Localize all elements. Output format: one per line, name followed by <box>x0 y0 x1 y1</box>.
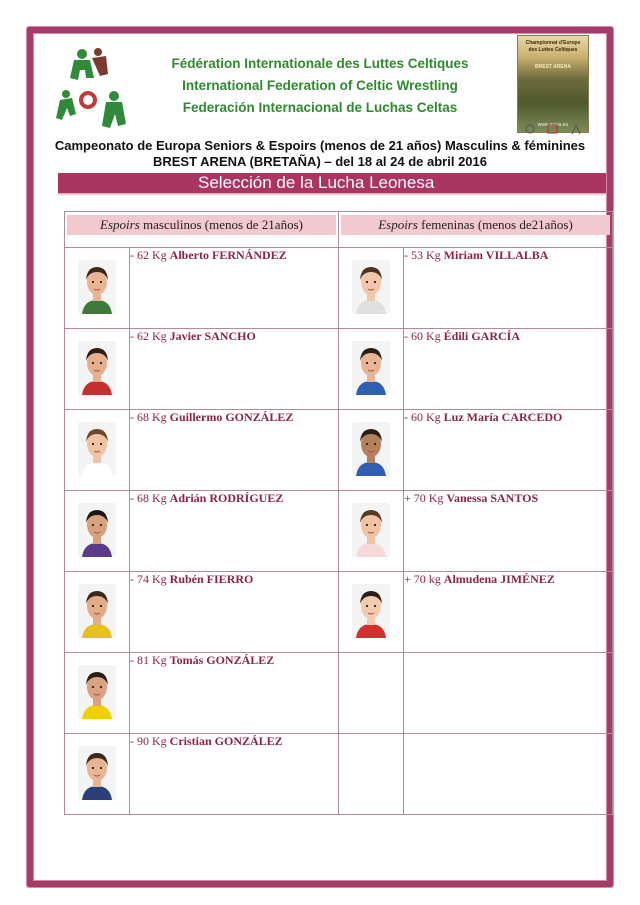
athlete-photo-cell <box>339 329 404 410</box>
athlete-photo-cell <box>65 329 130 410</box>
table-row <box>65 653 613 734</box>
athlete-entry <box>130 734 339 815</box>
athlete-photo <box>78 503 116 557</box>
weight-category: - 74 Kg <box>130 572 170 586</box>
selection-banner <box>58 173 606 193</box>
men-column-header <box>67 215 336 235</box>
athlete-entry <box>404 248 613 329</box>
athlete-photo <box>78 665 116 719</box>
athlete-photo <box>352 422 390 476</box>
athlete-entry <box>130 491 339 572</box>
athlete-name: Miriam VILLALBA <box>443 248 549 262</box>
athlete-entry <box>404 410 613 491</box>
empty-photo-cell <box>339 734 404 815</box>
athlete-entry <box>130 410 339 491</box>
athlete-photo <box>78 341 116 395</box>
athlete-name: Luz María CARCEDO <box>443 410 563 424</box>
empty-photo-cell <box>339 653 404 734</box>
athlete-photo-cell <box>339 248 404 329</box>
poster-website: www.ecwa.eu <box>537 122 569 128</box>
athlete-photo-cell <box>65 653 130 734</box>
federation-logo <box>52 44 136 136</box>
weight-category: - 53 Kg <box>404 248 444 262</box>
athlete-photo-cell <box>339 491 404 572</box>
athlete-photo-cell <box>339 410 404 491</box>
athlete-entry <box>404 329 613 410</box>
athlete-photo <box>78 746 116 800</box>
athlete-name: Vanessa SANTOS <box>446 491 539 505</box>
athlete-name: Cristian GONZÁLEZ <box>169 734 283 748</box>
athlete-name: Tomás GONZÁLEZ <box>169 653 275 667</box>
athlete-photo <box>78 260 116 314</box>
banner-text: Selección de la Lucha Leonesa <box>198 173 435 192</box>
weight-category: - 81 Kg <box>130 653 170 667</box>
athlete-photo <box>78 584 116 638</box>
event-title: Campeonato de Europa Seniors & Espoirs (menos de 21 años) Masculins & féminines <box>54 138 586 153</box>
federation-name-fr: Fédération Internationale des Luttes Celtiques <box>171 56 469 71</box>
poster-subtitle: des Luttes Celtiques <box>528 47 578 53</box>
athlete-entry <box>404 572 613 653</box>
banner-shadow <box>58 193 606 196</box>
weight-category: + 70 Kg <box>404 491 447 505</box>
federation-name-es: Federación Internacional de Luchas Celtas <box>182 100 458 115</box>
table-row <box>65 572 613 653</box>
table-row <box>65 248 613 329</box>
men-header-text: masculinos (menos de 21años) <box>139 217 303 232</box>
weight-category: - 90 Kg <box>130 734 170 748</box>
women-header-cell <box>339 212 613 248</box>
athlete-photo-cell <box>65 491 130 572</box>
weight-category: - 60 Kg <box>404 410 444 424</box>
empty-name-cell <box>404 653 613 734</box>
weight-category: - 68 Kg <box>130 410 170 424</box>
federation-name-en: International Federation of Celtic Wrestling <box>182 78 458 93</box>
event-venue: BREST ARENA (BRETAÑA) – del 18 al 24 de abril 2016 <box>152 154 487 169</box>
poster-place: BREST ARENA <box>535 64 571 70</box>
athlete-entry <box>404 491 613 572</box>
women-header-text: femeninas (menos de21años) <box>417 217 573 232</box>
athlete-name: Alberto FERNÁNDEZ <box>169 248 287 262</box>
table-row <box>65 491 613 572</box>
roster-body <box>65 248 613 815</box>
athlete-name: Almudena JIMÉNEZ <box>443 572 555 586</box>
athlete-photo-cell <box>65 734 130 815</box>
athlete-photo-cell <box>65 248 130 329</box>
event-poster <box>517 35 589 133</box>
athlete-photo <box>352 584 390 638</box>
weight-category: + 70 kg <box>404 572 444 586</box>
athlete-photo <box>78 422 116 476</box>
athlete-entry <box>130 572 339 653</box>
roster-table <box>64 211 613 815</box>
weight-category: - 68 Kg <box>130 491 170 505</box>
athlete-photo-cell <box>65 410 130 491</box>
weight-category: - 62 Kg <box>130 329 170 343</box>
athlete-entry <box>130 653 339 734</box>
sponsor-icons <box>522 122 584 136</box>
athlete-photo <box>352 503 390 557</box>
men-header-italic: Espoirs <box>100 217 140 232</box>
table-header-row <box>65 212 613 248</box>
weight-category: - 62 Kg <box>130 248 170 262</box>
table-row <box>65 734 613 815</box>
athlete-photo <box>352 260 390 314</box>
table-row <box>65 410 613 491</box>
men-header-cell <box>65 212 339 248</box>
athlete-photo <box>352 341 390 395</box>
athlete-name: Rubén FIERRO <box>169 572 254 586</box>
athlete-photo-cell <box>339 572 404 653</box>
athlete-name: Édili GARCÍA <box>443 329 521 343</box>
athlete-name: Guillermo GONZÁLEZ <box>169 410 294 424</box>
women-header-italic: Espoirs <box>378 217 418 232</box>
athlete-entry <box>130 248 339 329</box>
women-column-header <box>341 215 610 235</box>
athlete-name: Adrián RODRÍGUEZ <box>169 491 284 505</box>
athlete-photo-cell <box>65 572 130 653</box>
poster-title: Championnat d'Europe <box>525 40 581 46</box>
weight-category: - 60 Kg <box>404 329 444 343</box>
table-row <box>65 329 613 410</box>
athlete-name: Javier SANCHO <box>169 329 256 343</box>
empty-name-cell <box>404 734 613 815</box>
athlete-entry <box>130 329 339 410</box>
